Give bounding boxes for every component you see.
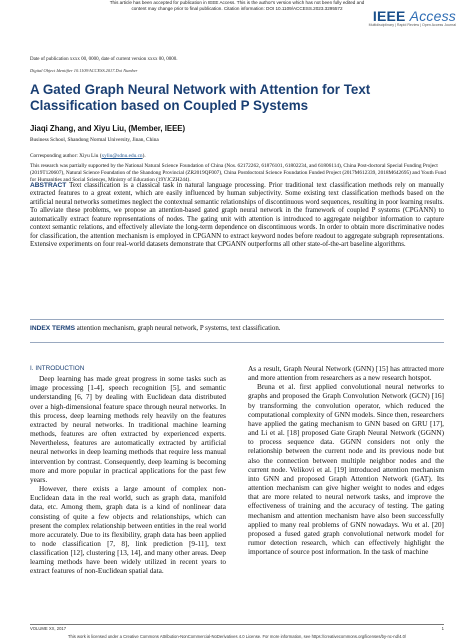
index-terms-heading: INDEX TERMS [30,325,76,332]
paper-authors: Jiaqi Zhang, and Xiyu Liu, (Member, IEEE) [30,124,186,133]
right-paragraph-2: Bruna et al. first applied convolutional neural networks to graphs and proposed the Graph Convolution Network (GCN) [16] by transforming the convolution operator, which reduced the computational complexity of GNN models. Since then, researchers have applied the gating mechanism to GNN based on GRU [17], and Li et al. [18] proposed Gate Graph Neural Network (GGNN) to process sequence data. GGNN considers not only the relationship between the current node and its previous node but also the connection between multiple neighbor nodes and the current node. Velikovi et al. [19] introduced attention mechanism into GNN and proposed Graph Attention Network (GAT). Its attention mechanism can give higher weight to nodes and edges that are more related to neural network tasks, and improve the effectiveness of training and the accuracy of testing. The gating mechanism and attention mechanism have also been successfully applied to many real problems of GNN nowadays. Wu et al. [20] proposed a fused gated graph convolutional network model for rumor detection research, which can effectively highlight the importance of source post information. In the task of machine [248,382,444,557]
abstract-text: Text classification is a classical task in natural language processing. Prior traditional text classification methods rely on manually extracted features to a great extent, which are easily influenced by human subjectivity. Some existing text classification methods based on the artificial neural networks sometimes neglect the contextual semantic relationships of discontinuous word sequences, resulting in poor learning results. To alleviate these problems, we propose an attention-based gated graph neural network in the framework of coupled P systems (CPGANN) to automatically extract feature representations of nodes. The gating unit with attention is introduced to aggregate neighbor information to capture context semantic relations, and effectively alleviate the long-term dependence on discontinuous words. In order to obtain more discriminative nodes for classification, the attention mechanism is employed in CPGANN to extract keyword nodes before readout to aggregate subgraph representations. Extensive experiments on four real-world datasets demonstrate that CPGANN outperforms all other state-of-the-art baseline algorithms. [30,182,444,249]
index-terms [30,325,444,333]
logo-tagline: Multidisciplinary | Rapid Review | Open Access Journal [368,23,456,27]
volume-label: VOLUME XX, 2017 [30,626,67,631]
corresponding-author [30,153,450,159]
abstract-heading: ABSTRACT [30,182,67,189]
affiliation [30,137,450,143]
page-number: 1 [441,626,444,631]
notice-line-2: content may change prior to final publication. Citation information: DOI 10.1109/ACCESS.2023.3295572 [131,6,343,12]
logo-brand-main: IEEE [372,8,406,24]
right-paragraph-1: As a result, Graph Neural Network (GNN) [15] has attracted more and more attention from researchers as a new research hotspot. [248,364,444,383]
paper-title: A Gated Graph Neural Network with Attention for Text Classification based on Coupled P Systems [30,82,371,113]
corr-suffix: ). [142,153,146,159]
left-column [30,364,226,576]
corr-prefix: Corresponding author: Xiyu Liu ( [30,153,102,159]
funding-statement: This research was partially supported by the National Natural Science Foundation of China (Nos. 62172262, 61876101, 61802234, and 61806114), China Post-doctoral Special Funding Project (2019T120607), Natural Science Foundation of the Shandong Provincial (ZR2019QF007), China Postdoctoral Science Foundation Funded Project (2017M612339, 2018M642695) and Youth Fund for Humanities and Social Sciences, Ministry of Education (19YJCZH244). [30,163,446,183]
right-column [248,364,444,556]
left-paragraph-1: Deep learning has made great progress in some tasks such as image processing [1-4], speech recognition [5], and semantic understanding [6, 7] by dealing with Euclidean data distributed over a high-dimensional feature space through neural networks. In this process, deep learning methods rely heavily on the features extracted by neural networks. In traditional machine learning methods, features are often extracted by experienced experts. Nevertheless, features are automatically extracted by artificial neural networks in deep learning methods that require less manual intervention by contrast. Consequently, deep learning is becoming more and more popular in practical applications for the past few years. [30,374,226,484]
license-notice: This work is licensed under a Creative Commons Attribution-NonCommercial-NoDerivatives 4.0 License. For more information, see https://creativecommons.org/licenses/by-nc-nd/4.0/ [67,634,407,639]
publication-meta [30,56,450,74]
abstract-divider [30,319,444,320]
footer-divider [30,624,444,625]
section-heading: I. INTRODUCTION [30,365,85,372]
index-terms-text: attention mechanism, graph neural network, P systems, text classification. [76,325,281,332]
publication-dates: Date of publication xxxx 00, 0000, date of current version xxxx 00, 0000. [30,57,178,62]
doi-line: Digital Object Identifier 10.1109/ACCESS.2017.Doi Number [30,67,138,73]
notice-line-1: This article has been accepted for publication in IEEE Access. This is the author's version which has not been fully edited and [109,0,365,5]
abstract [30,180,444,250]
journal-logo [369,8,456,27]
logo-brand [369,8,456,24]
corr-email-link[interactable]: xyliu@sdnu.edu.cn [101,153,143,159]
index-divider [30,342,444,343]
affiliation-line: Business School, Shandong Normal University, Jinan, China [30,137,159,143]
left-paragraph-2: However, there exists a large amount of complex non-Euclidean data in the real world, such as graph data, manifold data, etc. Among them, graph data is a kind of nonlinear data consisting of quite a few objects and relationships, which can present the complex relationship between entities in the real world more accurately. Due to its flexibility, graph data has been applied to node classification [7, 8], link prediction [9-11], text classification [12], clustering [13, 14], and many other areas. Deep learning methods have been widely utilized in recent years to extract features of non-Euclidean spatial data. [30,484,226,576]
logo-brand-sub: Access [409,8,456,24]
